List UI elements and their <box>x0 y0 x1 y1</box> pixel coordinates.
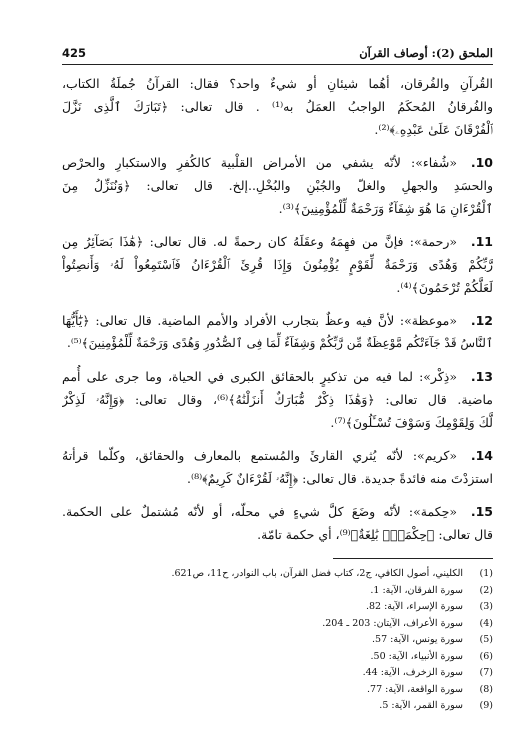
list-item <box>62 500 493 546</box>
item-number: .14 <box>470 448 493 463</box>
footnote <box>62 665 493 682</box>
footnote-number: (6) <box>479 650 493 662</box>
text-line: ٱلْفُرْقَانَ عَلَىٰ عَبْدِهِۦ﴾⁽²⁾. <box>374 122 493 137</box>
text-line: ٱلنَّاسُ قَدْ جَآءَتْكُم مَّوْعِظَةٌ مِّن رَّبِّكُمْ وَشِفَآءٌ لِّمَا فِى ٱلصُّدُورِ وَهُدًى وَرَحْمَةٌ لِّلْمُؤْمِنِينَ﴾⁽⁵⁾. <box>67 336 493 350</box>
footnote-text: سورة الواقعة، الآية: 77. <box>367 683 463 695</box>
list-item <box>62 365 493 434</box>
footnote <box>62 698 493 715</box>
footnote <box>62 616 493 633</box>
text-line: ماضية. قال تعالى: ﴿وَهَٰذَا ذِكْرٌ مُّبَارَكٌ أَنزَلْنَٰهُ﴾⁽⁶⁾، وقال تعالى: ﴿وَإِنَّهُۥ لَذِكْرٌ <box>62 392 493 407</box>
text-line: استزدْتَ منه فائدةً جديدة. قال تعالى: ﴿إِنَّهُۥ لَقُرْءَانٌ كَرِيمٌ﴾⁽⁸⁾. <box>187 471 493 486</box>
footnote-number: (5) <box>479 634 493 645</box>
running-header <box>62 44 493 65</box>
footnote-number: (1) <box>479 568 493 579</box>
footnote-number: (7) <box>479 667 493 678</box>
chapter-title: الملحق (2): أوصاف القرآن <box>359 46 493 60</box>
text-line: «شُفاء»: لأنّه يشفي من الأمراض القلْبية كالكُفرِ والاستكبارِ والحرْص <box>62 155 457 170</box>
footnote-text: سورة يونس، الآية: 57. <box>372 634 463 645</box>
text-line: والحسَدِ والجهلِ والغلّ والجُبْنِ والبُخْلِ..إلخ. قال تعالى: ﴿وَنُنَزِّلُ مِنَ <box>62 178 493 193</box>
item-number: .11 <box>470 234 493 249</box>
text-line: القُرآنِ والفُرقان، أهُما شيئانِ أو شيءٌ واحد؟ فقال: القرآنُ جُملَةُ الكتاب، <box>62 76 493 91</box>
footnote <box>62 566 493 583</box>
text-line: «ذِكْر»: لما فيه من تذكيرٍ بالحقائق الكبرى في الحياة، وما جرى على أُمم <box>62 369 457 384</box>
footnote-number: (8) <box>479 683 493 695</box>
footnote <box>62 632 493 649</box>
footnote-number: (4) <box>479 617 493 629</box>
text-line: «حِكمة»: لأنّه وضَعَ كلَّ شيءٍ في محلّه، أو لأنّه مُشتملٌ على الحكمة. <box>62 504 457 519</box>
text-line: ٱلْقُرْءَانِ مَا هُوَ شِفَآءٌ وَرَحْمَةٌ لِّلْمُؤْمِنِينَ﴾⁽³⁾. <box>278 201 493 216</box>
item-number: .10 <box>470 155 493 170</box>
footnote-text: سورة الأنبياء، الآية: 50. <box>370 650 463 662</box>
list-item <box>62 151 493 220</box>
footnote <box>62 649 493 666</box>
page-number: 425 <box>62 46 87 60</box>
text-line: «كريم»: لأنّه يُثري القارئَ والمُستمع بالمعارف والحقائق، وكلّما قرأتهُ <box>62 448 457 463</box>
footnotes <box>62 566 493 715</box>
footnote-number: (2) <box>479 584 493 596</box>
item-number: .12 <box>470 313 493 328</box>
footnote <box>62 583 493 600</box>
text-line: لَّكَ وَلِقَوْمِكَ وَسَوْفَ تُسْـَٔلُونَ﴾⁽⁷⁾. <box>330 415 493 430</box>
text-line: رَّبِّكُمْ وَهُدًى وَرَحْمَةٌ لِّقَوْمٍ يُؤْمِنُونَ وَإِذَا قُرِئَ ٱلْقُرْءَانُ فَٱسْتَمِعُواْ لَهُۥ وَأَنصِتُواْ <box>62 257 493 272</box>
footnote-number: (9) <box>479 700 493 711</box>
text-line: «موعظة»: لأنَّ فيه وعظٌ بتجارب الأفراد والأمم الماضية. قال تعالى: ﴿يَٰٓأَيُّهَا <box>62 313 457 328</box>
footnote-text: سورة الأعراف، الآيتان: 203 ـ 204. <box>322 617 463 629</box>
list-item <box>62 309 493 355</box>
footnote-text: سورة الفرقان، الآية: 1. <box>370 584 463 596</box>
footnote <box>62 682 493 699</box>
text-line: قال تعالى: ﴿حِكْمَةٌۢ بَٰلِغَةٌ﴾⁽⁹⁾، أي حكمة تامّة. <box>257 527 493 542</box>
item-number: .15 <box>470 504 493 519</box>
text-line: والفُرقانُ المُحكَمُ الواجبُ العمَلُ به⁽¹⁾ . قال تعالى: ﴿تَبَارَكَ ٱلَّذِى نَزَّلَ <box>62 99 493 114</box>
footnote-text: الكليني، أصول الكافي، ج2، كتاب فضل القرآن، باب النوادر، ح11، ص621. <box>171 568 463 579</box>
footnote <box>62 599 493 616</box>
text-line: لَعَلَّكُمْ تُرْحَمُونَ﴾⁽⁴⁾. <box>396 280 493 295</box>
list-item <box>62 230 493 299</box>
footnote-separator <box>333 558 493 559</box>
footnote-text: سورة الزخرف، الآية: 44. <box>362 667 463 678</box>
footnote-number: (3) <box>479 601 493 612</box>
item-number: .13 <box>470 369 493 384</box>
main-text <box>62 72 493 546</box>
footnote-text: سورة القمر، الآية: 5. <box>379 700 463 711</box>
footnote-text: سورة الإسراء، الآية: 82. <box>365 601 463 612</box>
text-line: «رحمة»: فإنَّ من فهِمَهُ وعقَلَهُ كان رحمةً له. قال تعالى: ﴿هَٰذَا بَصَآئِرُ مِن <box>62 234 457 249</box>
list-item <box>62 444 493 490</box>
